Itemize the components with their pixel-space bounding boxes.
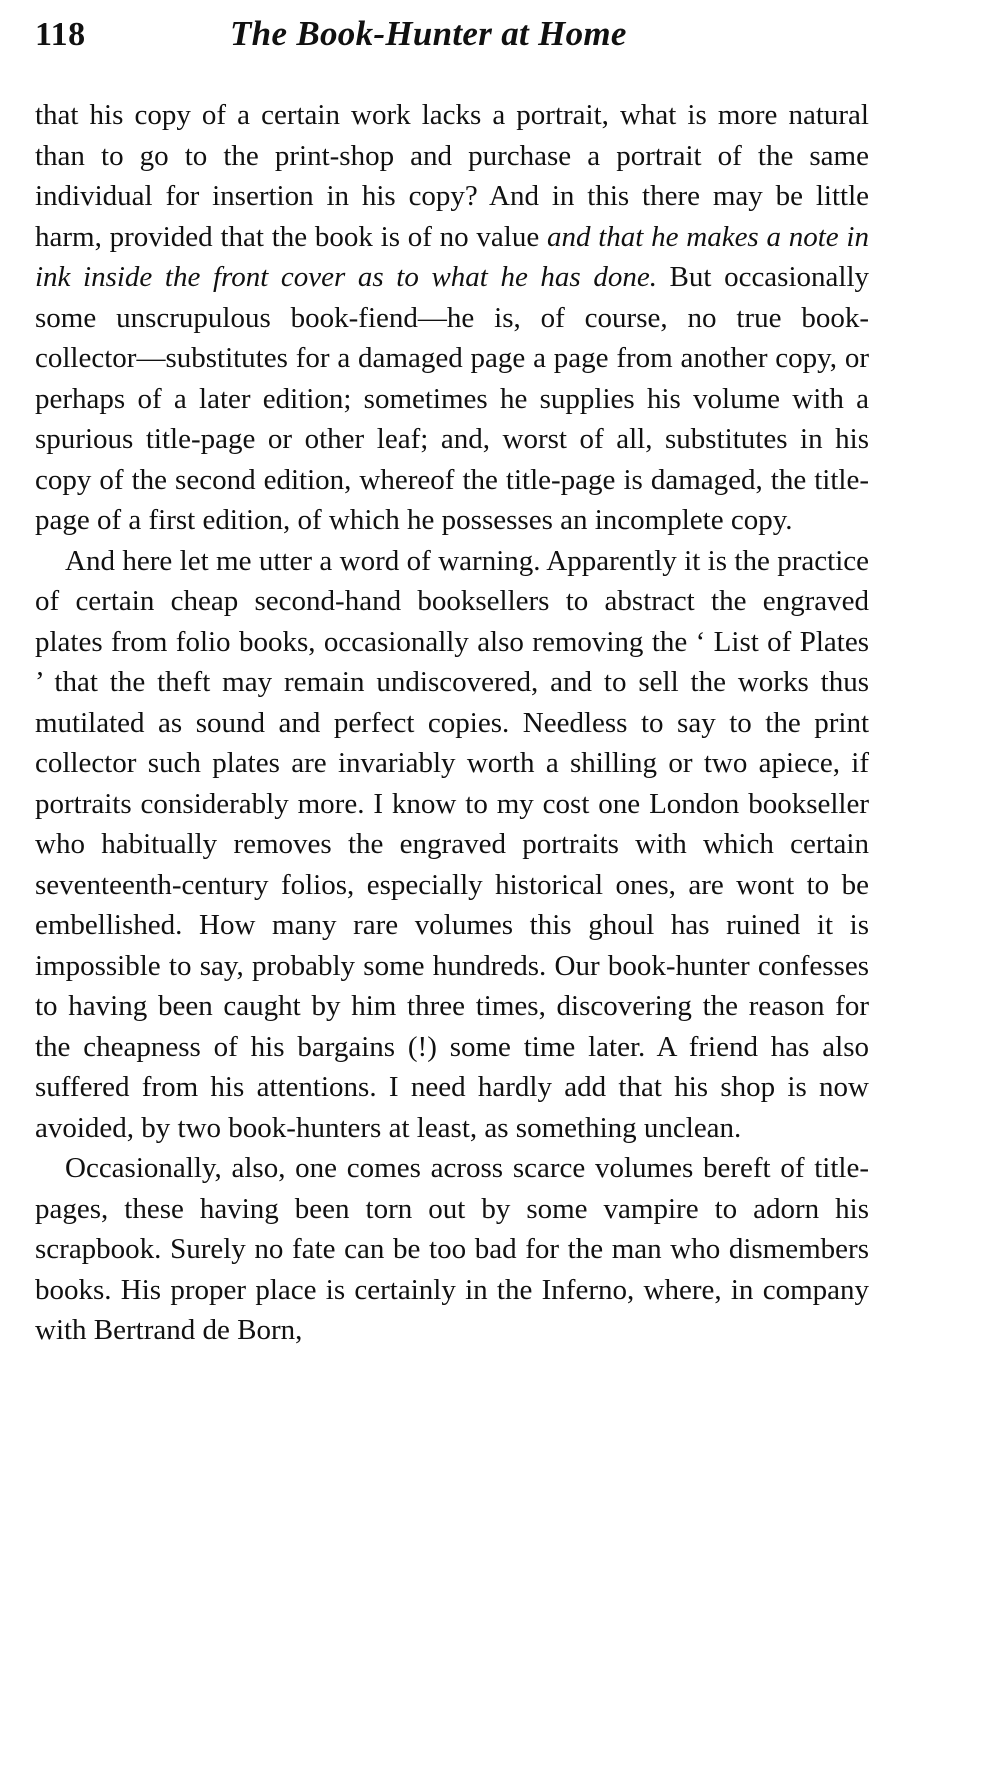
running-head bbox=[35, 12, 869, 72]
paragraph-1-text-start: that his copy of a certain work lacks a portrait, what is more natural than to go to the print-shop and purchase a portrait of the same individual for insertion in his copy? And in this there may be little harm, provided that the book is of no value bbox=[35, 99, 869, 253]
paragraph-1 bbox=[35, 95, 869, 541]
paragraph-1-text-end: But occasionally some unscrupulous book-fiend—he is, of course, no true book-collector—substitutes for a damaged page a page from another copy, or perhaps of a later edition; sometimes he supplies his volume with a spurious title-page or other leaf; and, worst of all, substitutes in his copy of the second edition, whereof the title-page is damaged, the title-page of a first edition, of which he possesses an incomplete copy. bbox=[35, 261, 870, 536]
body-text bbox=[35, 95, 869, 1351]
page-number: 118 bbox=[35, 16, 86, 53]
running-title: The Book-Hunter at Home bbox=[230, 14, 627, 53]
paragraph-3: Occasionally, also, one comes across scarce volumes bereft of title-pages, these having been torn out by some vampire to adorn his scrapbook. Surely no fate can be too bad for the man who dismembers books. His proper place is certainly in the Inferno, where, in company with Bertrand de Born, bbox=[35, 1152, 869, 1346]
paragraph-2: And here let me utter a word of warning. Apparently it is the practice of certain cheap second-hand booksellers to abstract the engraved plates from folio books, occasionally also removing the ‘ List of Plates ’ that the theft may remain undiscovered, and to sell the works thus mutilated as sound and perfect copies. Needless to say to the print collector such plates are invariably worth a shilling or two apiece, if portraits considerably more. I know to my cost one London bookseller who habitually removes the engraved portraits with which certain seventeenth-century folios, especially historical ones, are wont to be embellished. How many rare volumes this ghoul has ruined it is impossible to say, probably some hundreds. Our book-hunter confesses to having been caught by him three times, discovering the reason for the cheapness of his bargains (!) some time later. A friend has also suffered from his attentions. I need hardly add that his shop is now avoided, by two book-hunters at least, as something unclean. bbox=[35, 544, 869, 1144]
paragraph-1-italic-emphasis: and that he makes a note in ink inside the front cover as to what he has done. bbox=[35, 220, 869, 293]
book-page bbox=[35, 0, 869, 1770]
